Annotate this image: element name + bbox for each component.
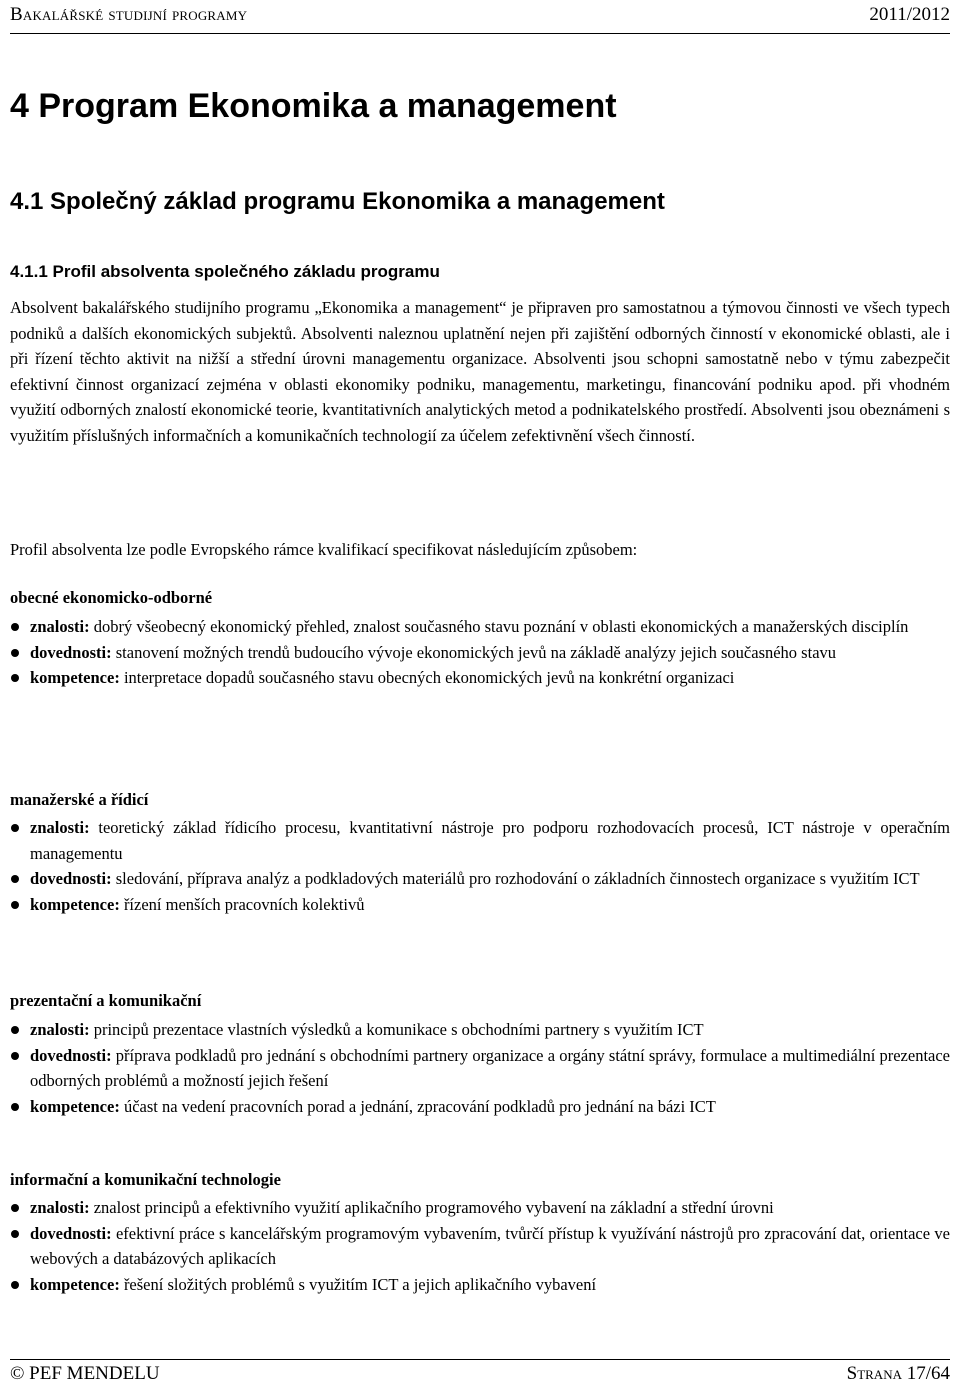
bullet-icon [11,674,19,682]
item-label: dovednosti: [30,1045,112,1065]
group-title: obecné ekonomicko-odborné [10,588,213,607]
list-item [0,1272,960,1298]
item-text: řešení složitých problémů s využitím ICT a jejich aplikačního vybavení [119,1274,597,1294]
footer-copyright: © PEF MENDELU [10,1363,160,1384]
bullet-icon [11,1052,19,1060]
item-text: interpretace dopadů současného stavu obecných ekonomických jevů na konkrétní organizaci [119,668,735,688]
page-footer [10,1359,950,1389]
bullet-icon [11,1204,19,1212]
item-label: kompetence: [30,894,120,914]
list-item [0,1195,960,1221]
list-item [0,1221,960,1272]
list-item [0,866,960,892]
subsection-title: 4.1.1 Profil absolventa společného základu programu [10,262,440,281]
bullet-icon [11,623,19,631]
list-item [0,1094,960,1120]
list-item [0,815,960,866]
bullet-list [0,1195,960,1297]
bullet-icon [11,649,19,657]
item-label: znalosti: [30,617,90,636]
item-text: stanovení možných trendů budoucího vývoje ekonomických jevů na základě analýzy jejich současného stavu [111,642,837,662]
item-text: řízení menších pracovních kolektivů [119,894,365,914]
section-title: 4.1 Společný základ programu Ekonomika a management [10,188,665,215]
bullet-icon [11,1103,19,1111]
item-text: sledování, příprava analýz a podkladových materiálů pro rozhodování o základních činnostech organizace s využitím ICT [111,869,920,889]
bullet-icon [11,875,19,883]
item-label: znalosti: [30,1198,90,1217]
page-label: Strana [846,1363,902,1384]
header-title: Bakalářské studijní programy [10,4,248,25]
list-item [0,614,960,640]
list-item [0,1043,960,1094]
list-item [0,892,960,918]
bullet-icon [11,1230,19,1238]
item-label: kompetence: [30,1096,120,1116]
bullet-icon [11,1281,19,1289]
header-year: 2011/2012 [869,4,950,25]
item-label: znalosti: [30,1020,90,1039]
item-label: kompetence: [30,668,120,688]
group-title: manažerské a řídicí [10,790,149,809]
item-text: znalost principů a efektivního využití aplikačního programového vybavení na základní a střední úrovni [89,1198,774,1217]
item-label: kompetence: [30,1274,120,1294]
item-text: efektivní práce s kancelářským programovým vybavením, tvůrčí přístup k využívání nástrojů pro zpracování dat, orientace ve webových a databázových aplikacích [30,1223,950,1269]
bullet-icon [11,824,19,832]
item-text: příprava podkladů pro jednání s obchodními partnery organizace a orgány státní správy, formulace a multimediální prezentace odborných problémů a možností jejich řešení [30,1045,950,1091]
bullet-icon [11,1026,19,1034]
chapter-title: 4 Program Ekonomika a management [10,87,617,125]
item-text: účast na vedení pracovních porad a jednání, zpracování podkladů pro jednání na bázi ICT [119,1096,716,1116]
list-item [0,665,960,691]
item-text: dobrý všeobecný ekonomický přehled, znalost současného stavu poznání v oblasti ekonomických a manažerských disciplín [89,617,909,636]
profile-paragraph: Absolvent bakalářského studijního programu „Ekonomika a management“ je připraven pro samostatnou a týmovou činnosti ve všech typech podniků a dalších ekonomických subjektů. Absolventi naleznou uplatnění nejen při zajištění odborných činností v ekonomické oblasti, ale i při řízení těchto aktivit na nižší a střední úrovni managementu organizace. Absolventi jsou schopni samostatně nebo v týmu zabezpečit efektivní činnost organizací zejména v oblasti ekonomiky podniku, managementu, marketingu, financování podniku apod. při vhodném využití odborných znalostí ekonomické teorie, kvantitativních analytických metod a podnikatelského prostředí. Absolventi jsou obeznámeni s využitím příslušných informačních a komunikačních technologií za účelem zefektivnění všech činností. [10,298,950,445]
page-number [847,1363,950,1385]
group-title: informační a komunikační technologie [10,1170,281,1189]
item-label: znalosti: [30,818,90,837]
bullet-list [0,815,960,917]
running-header [10,0,950,34]
bullet-list [0,1017,960,1119]
list-item [0,640,960,666]
item-text: principů prezentace vlastních výsledků a komunikace s obchodními partnery s využitím ICT [89,1020,704,1039]
page-value: 17/64 [901,1363,950,1384]
list-item [0,1017,960,1043]
group-title: prezentační a komunikační [10,991,202,1010]
item-label: dovednosti: [30,642,112,662]
item-text: teoretický základ řídicího procesu, kvantitativní nástroje pro podporu rozhodovacích procesů, ICT nástroje v operačním managementu [30,818,950,863]
item-label: dovednosti: [30,1223,112,1243]
bullet-icon [11,901,19,909]
bullet-list [0,614,960,691]
framework-paragraph: Profil absolventa lze podle Evropského rámce kvalifikací specifikovat následujícím způsobem: [10,540,638,559]
item-label: dovednosti: [30,869,112,889]
